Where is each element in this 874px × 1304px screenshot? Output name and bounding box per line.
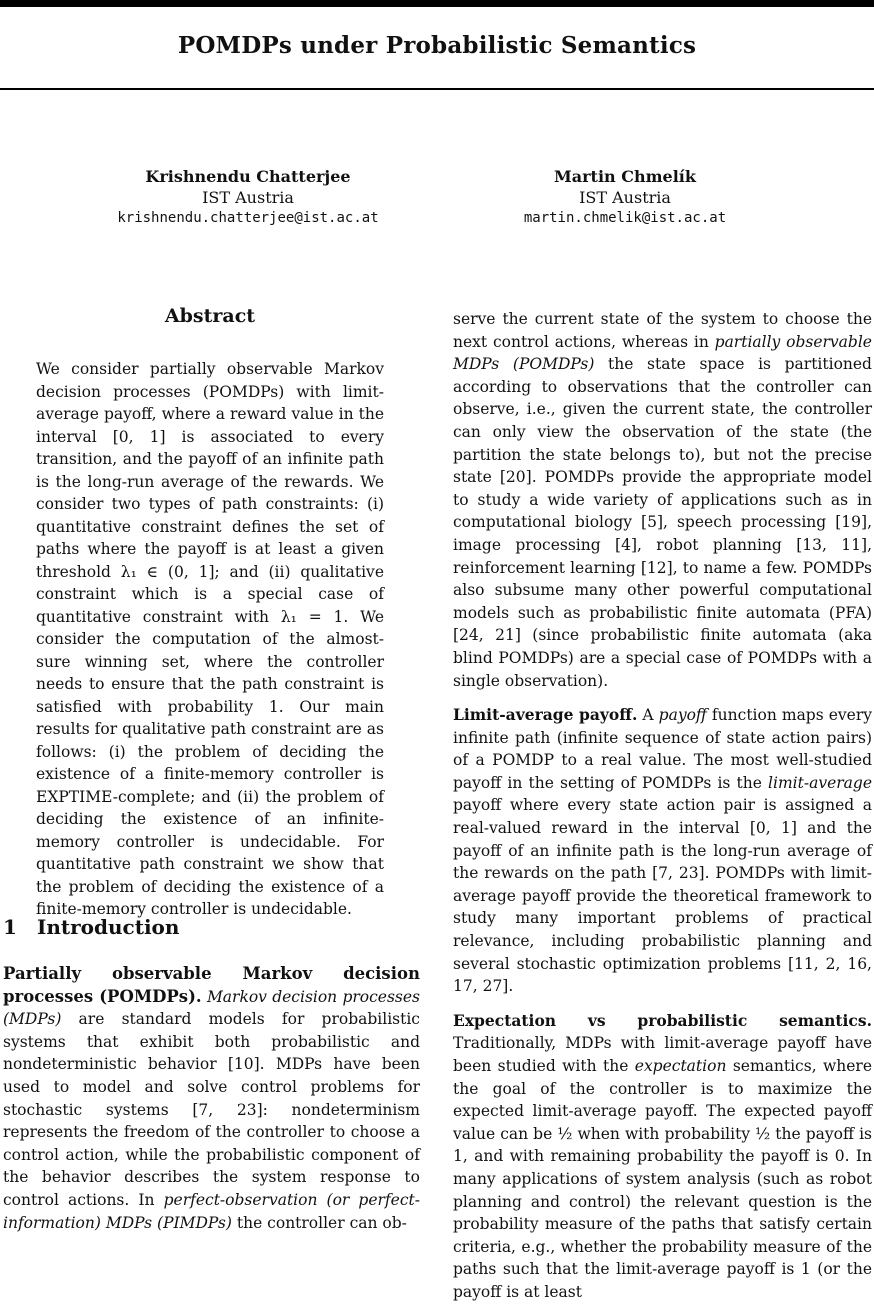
top-rule — [0, 0, 874, 7]
body-text: function maps every infinite path (infinite sequence of state action pairs) of a POMDP to a real value. The most well-studied payoff in the setting of POMDPs is the — [453, 706, 872, 792]
intro-paragraph-1-continued — [453, 308, 872, 692]
author-block — [450, 166, 800, 229]
abstract-text: We consider partially observable Markov decision processes (POMDPs) with limit-average payoff, where a reward value in the interval [0, 1] is associated to every transition, and the payoff of an infinite path is the long-run average of the rewards. We consider two types of path constraints: (i) quantitative constraint defines the set of paths where the payoff is at least a given threshold λ₁ ∈ (0, 1]; and (ii) qualitative constraint which is a special case of quantitative constraint with λ₁ = 1. We consider the computation of the almost-sure winning set, where the controller needs to ensure that the path constraint is satisfied with probability 1. Our main results for qualitative path constraint are as follows: (i) the problem of deciding the existence of a finite-memory controller is EXPTIME-complete; and (ii) the problem of deciding the existence of an infinite-memory controller is undecidable. For quantitative path constraint we show that the problem of deciding the existence of a finite-memory controller is undecidable. — [36, 360, 384, 918]
section-heading — [3, 915, 179, 939]
paragraph-runin-heading: Expectation vs probabilistic semantics. — [453, 1010, 872, 1030]
emphasis-text: expectation — [634, 1057, 727, 1075]
intro-paragraph-2 — [453, 704, 872, 998]
body-text: the state space is partitioned according to observations that the controller can observe, i.e., given the current state, the controller can only view the observation of the state (the partition the state belongs to), but not the precise state [20]. POMDPs provide the appropriate model to study a wide variety of applications such as in computational biology [5], speech processing [19], image processing [4], robot planning [13, 11], reinforcement learning [12], to name a few. POMDPs also subsume many other powerful computational models such as probabilistic finite automata (PFA) [24, 21] (since probabilistic finite automata (aka blind POMDPs) are a special case of POMDPs with a single observation). — [453, 355, 872, 690]
body-text: are standard models for probabilistic systems that exhibit both probabilistic and nondeterministic behavior [10]. MDPs have been used to model and solve control problems for stochastic systems [7, 23]: nondeterminism represents the freedom of the controller to choose a control action, while the probabilistic component of the behavior describes the system response to control actions. In — [3, 1010, 420, 1209]
author-email: krishnendu.chatterjee@ist.ac.at — [117, 210, 379, 226]
body-text: the controller can ob- — [231, 1213, 407, 1232]
author-name: Krishnendu Chatterjee — [145, 167, 351, 186]
body-text: payoff where every state action pair is assigned a real-valued reward in the interval [0, 1] and the payoff of an infinite path is the long-run average of the rewards on the path [7, 23]. POMDPs with limit-average payoff provide the theoretical framework to study many important problems of practical relevance, including probabilistic planning and several stochastic optimization problems [11, 2, 16, 17, 27]. — [453, 796, 872, 996]
right-column — [453, 308, 872, 1304]
paper-title: POMDPs under Probabilistic Semantics — [177, 32, 697, 59]
body-text: serve the current state of the system to choose the next control actions, whereas in — [453, 310, 872, 351]
emphasis-text: Markov decision processes (MDPs) — [3, 987, 420, 1029]
author-email: martin.chmelik@ist.ac.at — [523, 210, 727, 226]
section-title: Introduction — [37, 915, 180, 939]
paragraph-runin-heading: Limit-average payoff. — [453, 705, 638, 725]
emphasis-text: limit-average — [768, 773, 872, 792]
emphasis-text: partially observable MDPs (POMDPs) — [453, 332, 872, 374]
intro-paragraph-1 — [3, 963, 420, 1234]
author-name: Martin Chmelík — [554, 167, 696, 186]
body-text: Traditionally, MDPs with limit-average payoff have been studied with the — [453, 1034, 872, 1075]
body-text: semantics, where the goal of the controller is to maximize the expected limit-average payoff. The expected payoff value can be ½ when with probability ½ the payoff is 1, and with remaining probability the payoff is 0. In many applications of system analysis (such as robot planning and control) the relevant question is the probability measure of the paths that satisfy certain criteria, e.g., whether the probability measure of the paths such that the limit-average payoff is 1 (or the payoff is at least — [453, 1057, 873, 1301]
paragraph-runin-heading: Partially observable Markov decision processes (POMDPs). — [3, 964, 420, 1006]
section-number: 1 — [3, 915, 17, 939]
body-text: A — [637, 706, 659, 725]
title-rule — [0, 88, 874, 90]
author-block — [70, 166, 426, 229]
intro-paragraph-3 — [453, 1010, 872, 1304]
emphasis-text: perfect-observation (or perfect-information) MDPs (PIMDPs) — [3, 1190, 420, 1232]
author-affiliation: IST Austria — [579, 188, 671, 207]
author-affiliation: IST Austria — [202, 188, 294, 207]
abstract-heading: Abstract — [164, 305, 256, 327]
emphasis-text: payoff — [658, 706, 707, 725]
